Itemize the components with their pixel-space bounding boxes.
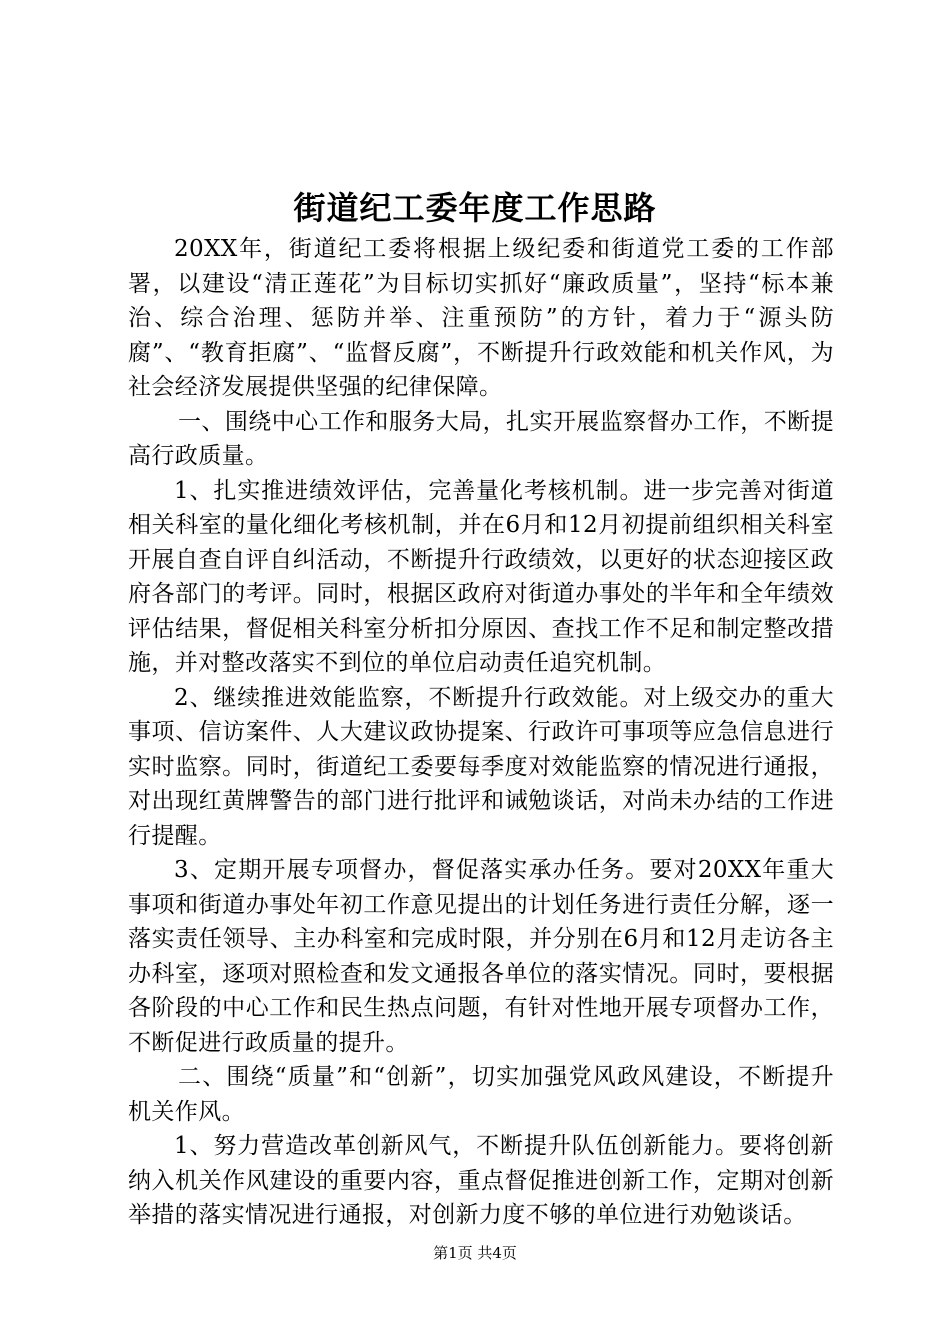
document-body (128, 232, 834, 1233)
section-1-item-2: 2、继续推进效能监察，不断提升行政效能。对上级交办的重大事项、信访案件、人大建议政协提案、行政许可事项等应急信息进行实时监察。同时，街道纪工委要每季度对效能监察的情况进行通报，对出现红黄牌警告的部门进行批评和诫勉谈话，对尚未办结的工作进行提醒。 (128, 684, 834, 849)
section-heading-1: 一、围绕中心工作和服务大局，扎实开展监察督办工作，不断提高行政质量。 (128, 408, 834, 469)
section-2-item-1: 1、努力营造改革创新风气，不断提升队伍创新能力。要将创新纳入机关作风建设的重要内容，重点督促推进创新工作，定期对创新举措的落实情况进行通报，对创新力度不够的单位进行劝勉谈话。 (128, 1133, 834, 1228)
section-1-item-3: 3、定期开展专项督办，督促落实承办任务。要对20XX年重大事项和街道办事处年初工作意见提出的计划任务进行责任分解，逐一落实责任领导、主办科室和完成时限，并分别在6月和12月走访各主办科室，逐项对照检查和发文通报各单位的落实情况。同时，要根据各阶段的中心工作和民生热点问题，有针对性地开展专项督办工作，不断促进行政质量的提升。 (128, 857, 834, 1056)
section-1-item-1: 1、扎实推进绩效评估，完善量化考核机制。进一步完善对街道相关科室的量化细化考核机制，并在6月和12月初提前组织相关科室开展自查自评自纠活动，不断提升行政绩效，以更好的状态迎接区政府各部门的考评。同时，根据区政府对街道办事处的半年和全年绩效评估结果，督促相关科室分析扣分原因、查找工作不足和制定整改措施，并对整改落实不到位的单位启动责任追究机制。 (128, 477, 834, 676)
page-number-footer: 第1页 共4页 (433, 1244, 517, 1262)
document-title: 街道纪工委年度工作思路 (293, 189, 657, 227)
intro-paragraph: 20XX年，街道纪工委将根据上级纪委和街道党工委的工作部署，以建设“清正莲花”为目标切实抓好“廉政质量”，坚持“标本兼治、综合治理、惩防并举、注重预防”的方针，着力于“源头防腐”、“教育拒腐”、“监督反腐”，不断提升行政效能和机关作风，为社会经济发展提供坚强的纪律保障。 (128, 236, 834, 400)
section-heading-2: 二、围绕“质量”和“创新”，切实加强党风政风建设，不断提升机关作风。 (128, 1064, 834, 1125)
